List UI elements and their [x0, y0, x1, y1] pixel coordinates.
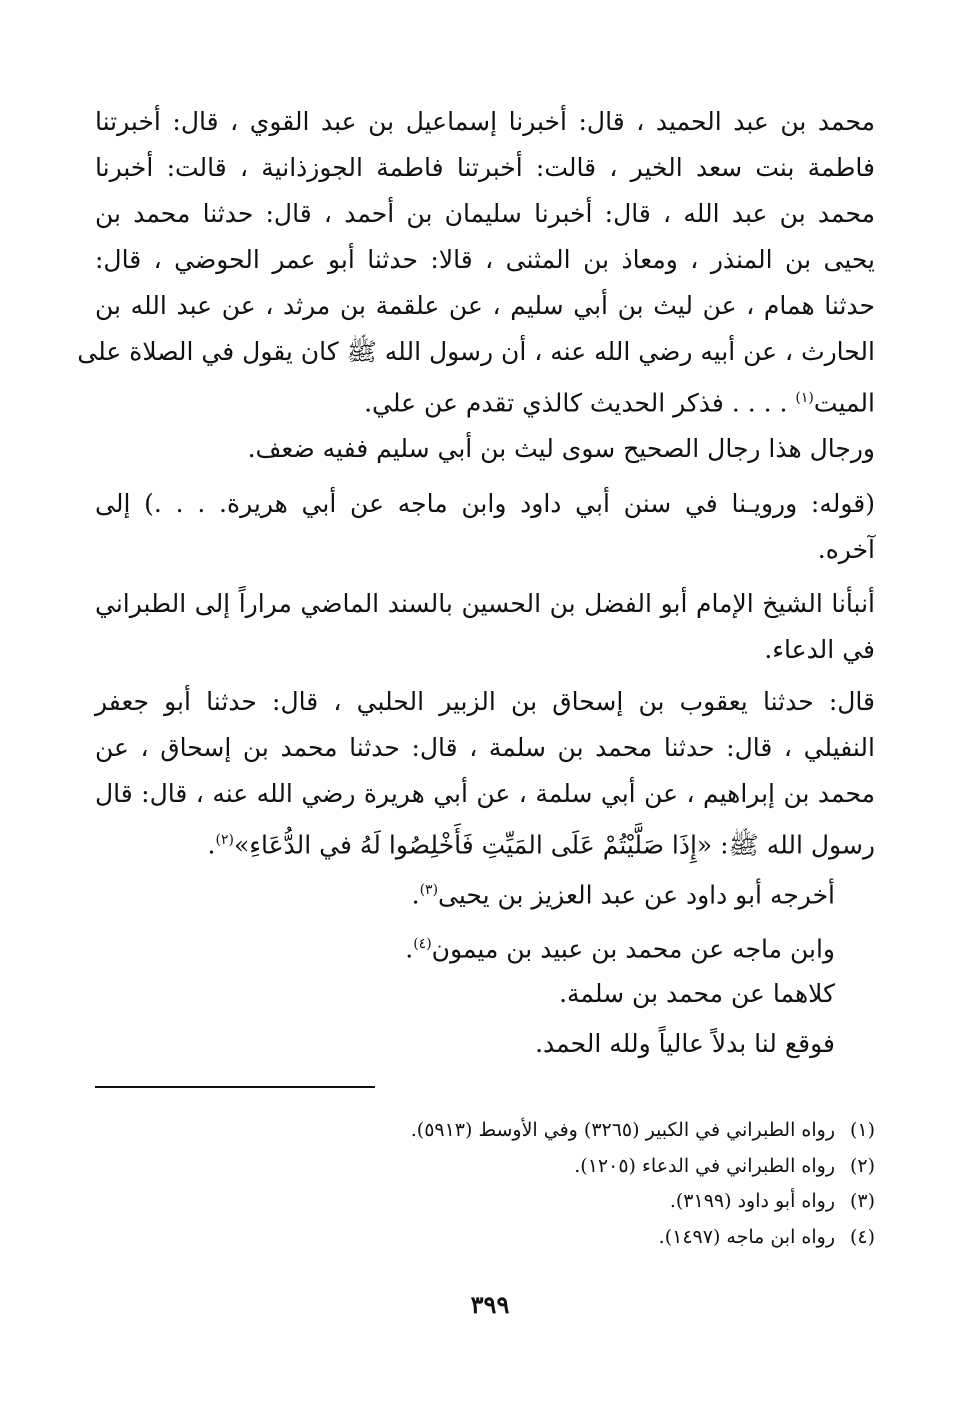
footnote-text: رواه الطبراني في الكبير (٣٢٦٥) وفي الأوسط (٥٩١٣). [410, 1119, 835, 1141]
text-line: النفيلي ، قال: حدثنا محمد بن سلمة ، قال: حدثنا محمد بن إسحاق ، عن [95, 733, 875, 762]
footnote-number: (٢) [849, 1155, 875, 1177]
text-segment: أخرجه أبو داود عن عبد العزيز بن يحيى [438, 880, 835, 910]
text-line: يحيى بن المنذر ، ومعاذ بن المثنى ، قالا: حدثنا أبو عمر الحوضي ، قال: [95, 245, 875, 274]
text-line: حدثنا همام ، عن ليث بن أبي سليم ، عن علقمة بن مرثد ، عن عبد الله بن [95, 291, 875, 320]
text-line [412, 863, 835, 922]
text-segment: وابن ماجه عن محمد بن عبيد بن ميمون [431, 934, 835, 964]
text-line: (قوله: ورويـنا في سنن أبي داود وابن ماجه عن أبي هريرة. . . .) إلى [95, 489, 875, 518]
text-line: فوقع لنا بدلاً عالياً ولله الحمد. [535, 1029, 835, 1058]
text-segment: . [405, 934, 414, 964]
footnote-ref: (٢) [215, 832, 234, 848]
footnote [659, 1222, 875, 1252]
text-line: محمد بن عبد الحميد ، قال: أخبرنا إسماعيل بن عبد القوي ، قال: أخبرتنا [95, 107, 875, 136]
footnote-divider [95, 1086, 375, 1088]
text-line: في الدعاء. [764, 635, 875, 664]
text-segment: الميت [813, 388, 875, 418]
footnote-ref: (١) [795, 390, 814, 406]
text-line: محمد بن عبد الله ، قال: أخبرنا سليمان بن أحمد ، قال: حدثنا محمد بن [95, 199, 875, 228]
text-line: آخره. [817, 535, 875, 564]
hadith-quote: رسول الله ﷺ: «إِذَا صَلَّيْتُمْ عَلَى المَيِّتِ فَأَخْلِصُوا لَهُ في الدُّعَاءِ» [233, 830, 875, 860]
footnote-ref: (٤) [413, 936, 432, 952]
footnote-text: رواه ابن ماجه (١٤٩٧). [658, 1226, 835, 1248]
footnote-number: (٤) [849, 1226, 875, 1248]
footnote [670, 1186, 875, 1216]
footnote-number: (٣) [849, 1190, 875, 1212]
text-segment: . [411, 880, 420, 910]
text-line: أنبأنا الشيخ الإمام أبو الفضل بن الحسين بالسند الماضي مراراً إلى الطبراني [95, 589, 875, 618]
text-line: الحارث ، عن أبيه رضي الله عنه ، أن رسول الله ﷺ كان يقول في الصلاة على [77, 337, 875, 366]
footnote-number: (١) [849, 1119, 875, 1141]
footnote-text: رواه أبو داود (٣١٩٩). [669, 1190, 835, 1212]
text-line: كلاهما عن محمد بن سلمة. [559, 979, 835, 1008]
footnote-text: رواه الطبراني في الدعاء (١٢٠٥). [574, 1155, 835, 1177]
footnote [574, 1151, 875, 1181]
page-number: ٣٩٩ [470, 1290, 510, 1319]
footnote-ref: (٣) [419, 882, 439, 898]
text-line: فاطمة بنت سعد الخير ، قالت: أخبرتنا فاطمة الجوزذانية ، قالت: أخبرنا [95, 153, 875, 182]
text-line: ورجال هذا رجال الصحيح سوى ليث بن أبي سليم ففيه ضعف. [247, 434, 875, 463]
text-segment: . . . . فذكر الحديث كالذي تقدم عن علي. [364, 388, 788, 418]
text-line: قال: حدثنا يعقوب بن إسحاق بن الزبير الحلبي ، قال: حدثنا أبو جعفر [95, 687, 875, 716]
footnote [411, 1115, 875, 1145]
text-line: محمد بن إبراهيم ، عن أبي سلمة ، عن أبي هريرة رضي الله عنه ، قال: قال [95, 779, 875, 808]
text-segment: . [207, 830, 216, 860]
